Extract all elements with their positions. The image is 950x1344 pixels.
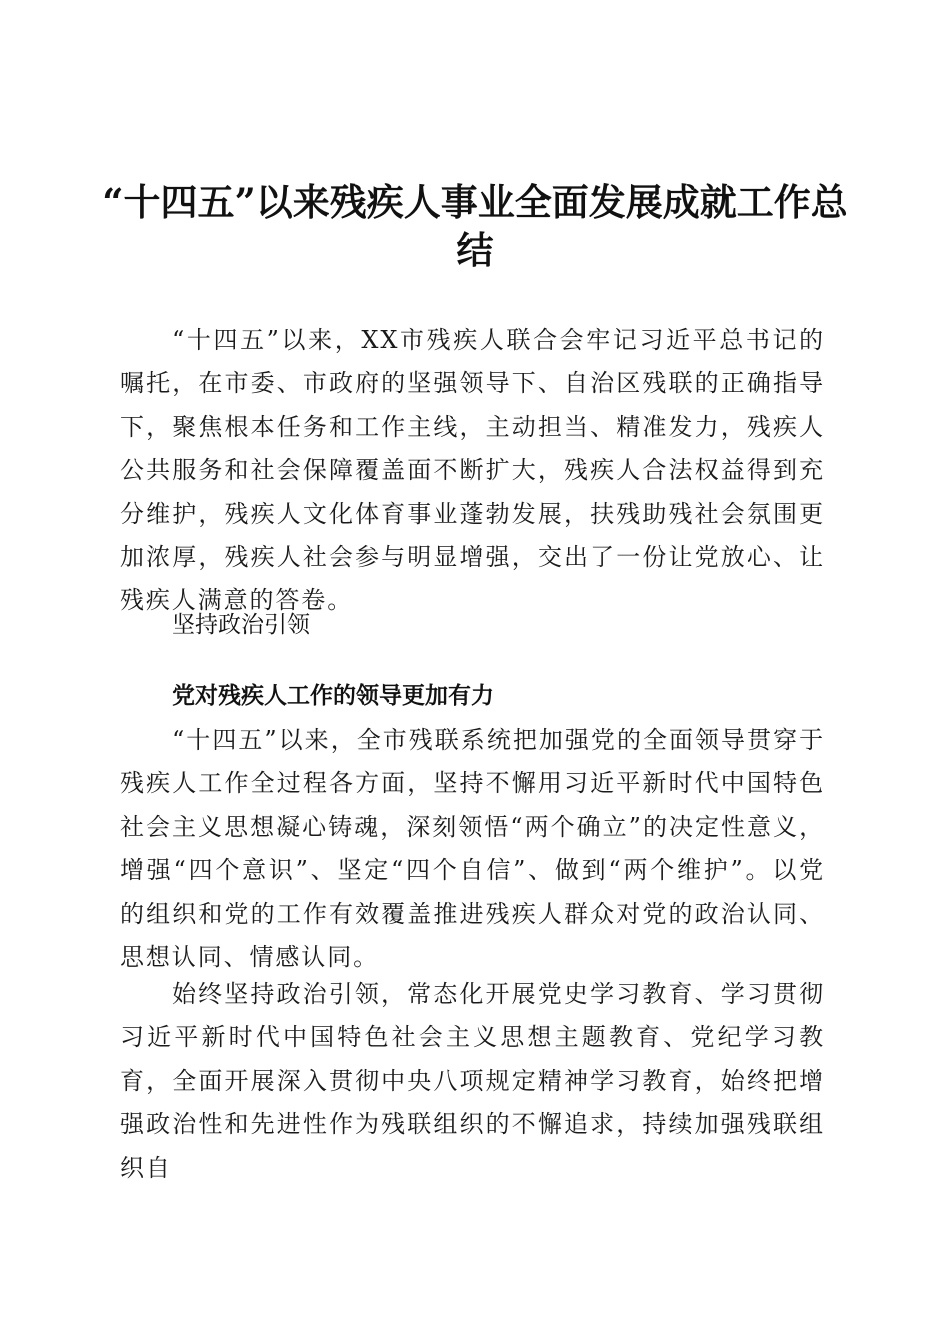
document-title: “十四五”以来残疾人事业全面发展成就工作总结 — [102, 180, 848, 272]
subsection-heading: 党对残疾人工作的领导更加有力 — [172, 683, 494, 709]
intro-paragraph: “十四五”以来，XX市残疾人联合会牢记习近平总书记的嘱托，在市委、市政府的坚强领导下、自治区残联的正确指导下，聚焦根本任务和工作主线，主动担当、精准发力，残疾人公共服务和社会保障覆盖面不断扩大，残疾人合法权益得到充分维护，残疾人文化体育事业蓬勃发展，扶残助残社会氛围更加浓厚，残疾人社会参与明显增强，交出了一份让党放心、让残疾人满意的答卷。 — [120, 326, 825, 615]
leadership-paragraph: “十四五”以来，全市残联系统把加强党的全面领导贯穿于残疾人工作全过程各方面，坚持不懈用习近平新时代中国特色社会主义思想凝心铸魂，深刻领悟“两个确立”的决定性意义，增强“四个意识”、坚定“四个自信”、做到“两个维护”。以党的组织和党的工作有效覆盖推进残疾人群众对党的政治认同、思想认同、情感认同。 — [120, 726, 825, 972]
section-heading: 坚持政治引领 — [172, 612, 310, 638]
political-paragraph: 始终坚持政治引领，常态化开展党史学习教育、学习贯彻习近平新时代中国特色社会主义思想主题教育、党纪学习教育，全面开展深入贯彻中央八项规定精神学习教育，始终把增强政治性和先进性作为残联组织的不懈追求，持续加强残联组织自 — [120, 980, 825, 1182]
